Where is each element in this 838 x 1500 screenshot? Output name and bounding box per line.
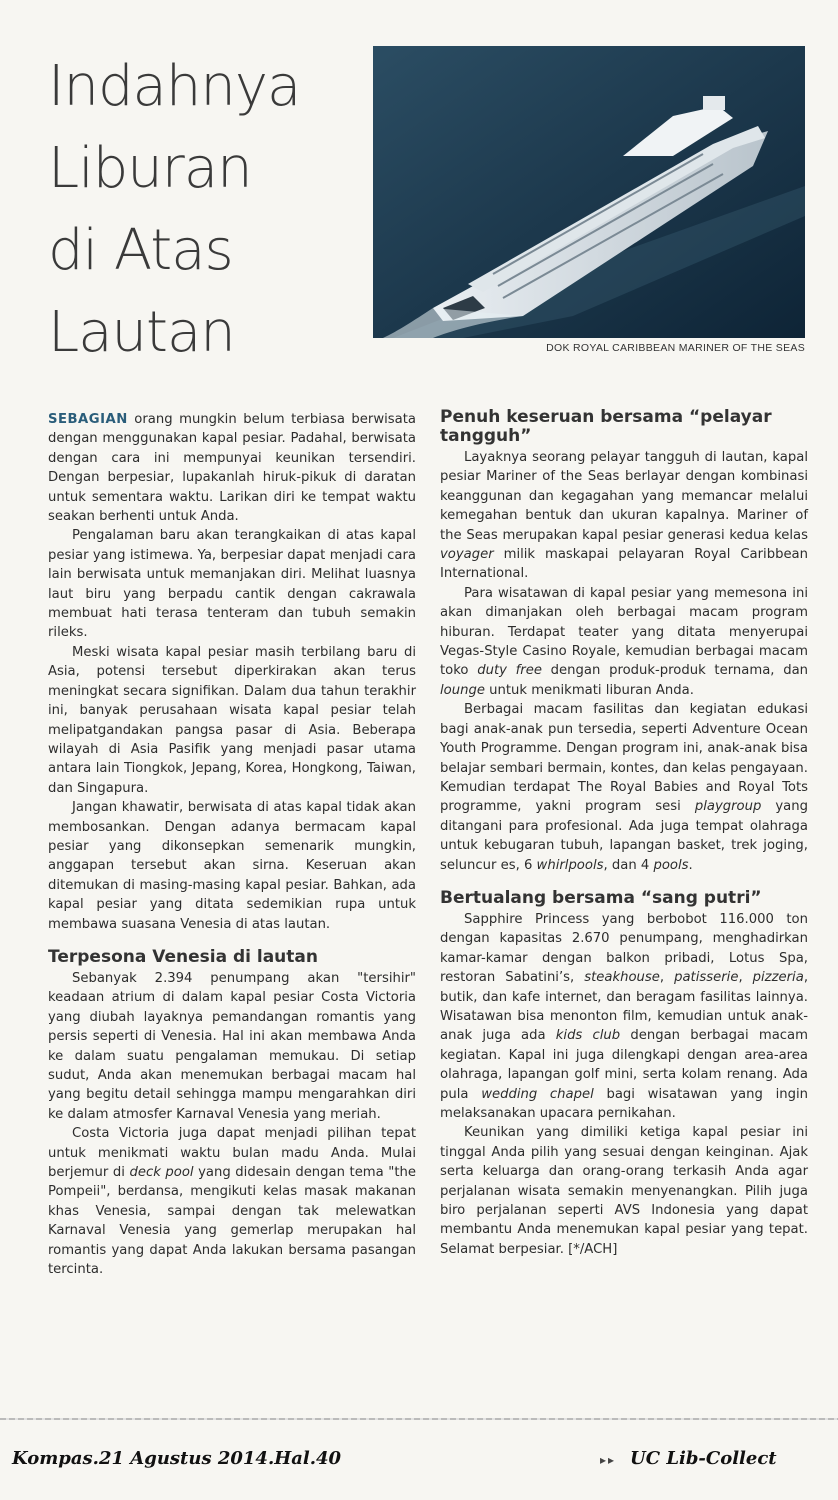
- intro-text: orang mungkin belum terbiasa berwisata dengan menggunakan kapal pesiar. Padahal, berwisata dengan cara ini mempunyai keunikan tersendiri. Dengan berpesiar, lupakanlah hiruk-pikuk di daratan untuk sementara waktu. Larikan diri ke tempat waktu seakan berhenti untuk Anda.: [48, 412, 416, 525]
- footer-divider: [0, 1418, 838, 1420]
- article-right-column: [440, 408, 808, 1259]
- headline-line: Lautan: [48, 300, 235, 365]
- text-run: untuk menikmati liburan Anda.: [484, 682, 694, 698]
- italic-term: pizzeria: [752, 970, 804, 986]
- paragraph: [440, 700, 808, 875]
- italic-term: deck pool: [129, 1165, 194, 1181]
- text-run: dengan produk-produk ternama, dan: [541, 663, 809, 679]
- collection-label: [600, 1448, 777, 1469]
- arrow-icon: ▸▸: [600, 1453, 617, 1467]
- text-run: dengan berbagai macam kegiatan. Kapal ini juga dilengkapi dengan area-area olahraga, lapangan golf mini, serta kolam renang. Ada pula: [440, 1028, 808, 1102]
- paragraph: Sebanyak 2.394 penumpang akan "tersihir" keadaan atrium di dalam kapal pesiar Costa Victoria yang diubah layaknya pemandangan romantis yang persis seperti di Venesia. Hal ini akan membawa Anda ke dalam suatu pengalaman memukau. Di setiap sudut, Anda akan menemukan berbagai macam hal yang begitu detail sehingga mampu mengarahkan diri ke dalam atmosfer Karnaval Venesia yang meriah.: [48, 970, 416, 1122]
- intro-paragraph: [48, 410, 416, 526]
- text-run: , butik, dan kafe internet, dan beragam fasilitas lainnya. Wisatawan bisa menonton film, kemudian untuk anak-anak juga ada: [440, 970, 809, 1044]
- headline-line: di Atas: [48, 218, 233, 283]
- paragraph: [440, 448, 808, 584]
- paragraph: Meski wisata kapal pesiar masih terbilang baru di Asia, potensi tersebut diperkirakan akan terus meningkat secara signifikan. Dalam dua tahun terakhir ini, banyak perusahaan wisata kapal pesiar telah melipatgandakan pangsa pasar di Asia. Beberapa wilayah di Asia Pasifik yang menjadi pasar utama antara lain Tiongkok, Jepang, Korea, Hongkong, Taiwan, dan Singapura.: [48, 644, 416, 796]
- paragraph: [440, 584, 808, 700]
- italic-term: steakhouse: [584, 970, 660, 986]
- text-run: .: [688, 857, 693, 873]
- text-run: Layaknya seorang pelayar tangguh di lautan, kapal pesiar Mariner of the Seas berlayar dengan kombinasi keanggunan dan kegagahan yang memancar melalui kemegahan bentuk dan ukuran kapalnya. Mariner of the Seas merupakan kapal pesiar generasi kedua kelas: [440, 450, 808, 543]
- subheading: Bertualang bersama “sang putri”: [440, 887, 762, 908]
- paragraph: [48, 1124, 416, 1279]
- paragraph: Jangan khawatir, berwisata di atas kapal tidak akan membosankan. Dengan adanya bermacam kapal pesiar yang dikonsepkan semenarik mungkin, anggapan tersebut akan sirna. Keseruan akan ditemukan di masing-masing kapal pesiar. Bahkan, ada kapal pesiar yang ditata sedemikian rupa untuk membawa suasana Venesia di atas lautan.: [48, 800, 416, 932]
- headline: [48, 46, 358, 374]
- subheading: Penuh keseruan bersama “pelayar tangguh”: [440, 407, 772, 446]
- italic-term: voyager: [440, 547, 494, 563]
- italic-term: kids club: [555, 1028, 621, 1044]
- italic-term: playgroup: [694, 799, 762, 815]
- text-run: yang didesain dengan tema "the Pompeii", berdansa, mengikuti kelas masak makanan khas Venesia, sampai dengan tak melewatkan Karnaval Venesia yang gemerlap merupakan hal romantis yang dapat Anda lakukan bersama pasangan tercinta.: [48, 1165, 416, 1278]
- italic-term: duty free: [477, 663, 542, 679]
- source-citation: Kompas.21 Agustus 2014.Hal.40: [12, 1448, 342, 1469]
- italic-term: wedding chapel: [481, 1086, 594, 1102]
- article-left-column: [48, 410, 416, 1279]
- text-run: Sapphire Princess yang berbobot 116.000 ton dengan kapasitas 2.670 penumpang, menghadirkan kamar-kamar dengan balkon pribadi, Lotus Spa, restoran Sabatini’s,: [440, 911, 808, 986]
- headline-line: Liburan: [48, 136, 252, 201]
- cruise-ship-photo: [373, 46, 805, 338]
- text-run: ,: [738, 970, 753, 986]
- headline-line: Indahnya: [48, 54, 301, 119]
- text-run: yang ditangani para profesional. Ada juga tempat olahraga untuk kebugaran tubuh, lapangan basket, trek joging, seluncur es, 6: [440, 799, 808, 873]
- text-run: milik maskapai pelayaran Royal Caribbean International.: [440, 547, 808, 582]
- paragraph: [440, 910, 808, 1123]
- paragraph: Keunikan yang dimiliki ketiga kapal pesiar ini tinggal Anda pilih yang sesuai dengan keinginan. Ajak serta keluarga dan orang-orang terkasih Anda agar perjalanan wisata semakin menyenangkan. Pilih juga biro perjalanan seperti AVS Indonesia yang dapat membantu Anda menemukan kapal pesiar yang tepat. Selamat berpesiar. [*/ACH]: [440, 1125, 808, 1257]
- italic-term: patisserie: [674, 970, 739, 986]
- lead-word: SEBAGIAN: [48, 412, 128, 427]
- paragraph: Pengalaman baru akan terangkaikan di atas kapal pesiar yang istimewa. Ya, berpesiar dapat menjadi cara lain berwisata untuk memanjakan diri. Melihat luasnya laut biru yang berpadu cantik dengan cakrawala membuat hati terasa tenteram dan tubuh semakin rileks.: [48, 528, 416, 641]
- italic-term: whirlpools: [536, 857, 604, 873]
- text-run: ,: [659, 970, 675, 986]
- text-run: Berbagai macam fasilitas dan kegiatan edukasi bagi anak-anak pun tersedia, seperti Adventure Ocean Youth Programme. Dengan program ini, anak-anak bisa belajar sembari bermain, kontes, dan kelas pengayaan. Kemudian terdapat The Royal Babies and Royal Tots programme, yakni program sesi: [440, 702, 808, 815]
- text-run: , dan 4: [603, 857, 654, 873]
- subheading: Terpesona Venesia di lautan: [48, 946, 318, 967]
- photo-caption: DOK ROYAL CARIBBEAN MARINER OF THE SEAS: [546, 342, 805, 354]
- italic-term: pools: [653, 857, 689, 873]
- collection-name: UC Lib-Collect: [630, 1448, 777, 1469]
- text-run: Costa Victoria juga dapat menjadi pilihan tepat untuk menikmati waktu bulan madu Anda. Mulai berjemur di: [48, 1126, 416, 1181]
- text-run: Para wisatawan di kapal pesiar yang memesona ini akan dimanjakan oleh berbagai macam program hiburan. Terdapat teater yang ditata menyerupai Vegas-Style Casino Royale, kemudian berbagai macam toko: [440, 585, 808, 679]
- cruise-ship-icon: [373, 46, 805, 338]
- text-run: bagi wisatawan yang ingin melaksanakan upacara pernikahan.: [440, 1086, 808, 1121]
- italic-term: lounge: [440, 682, 485, 698]
